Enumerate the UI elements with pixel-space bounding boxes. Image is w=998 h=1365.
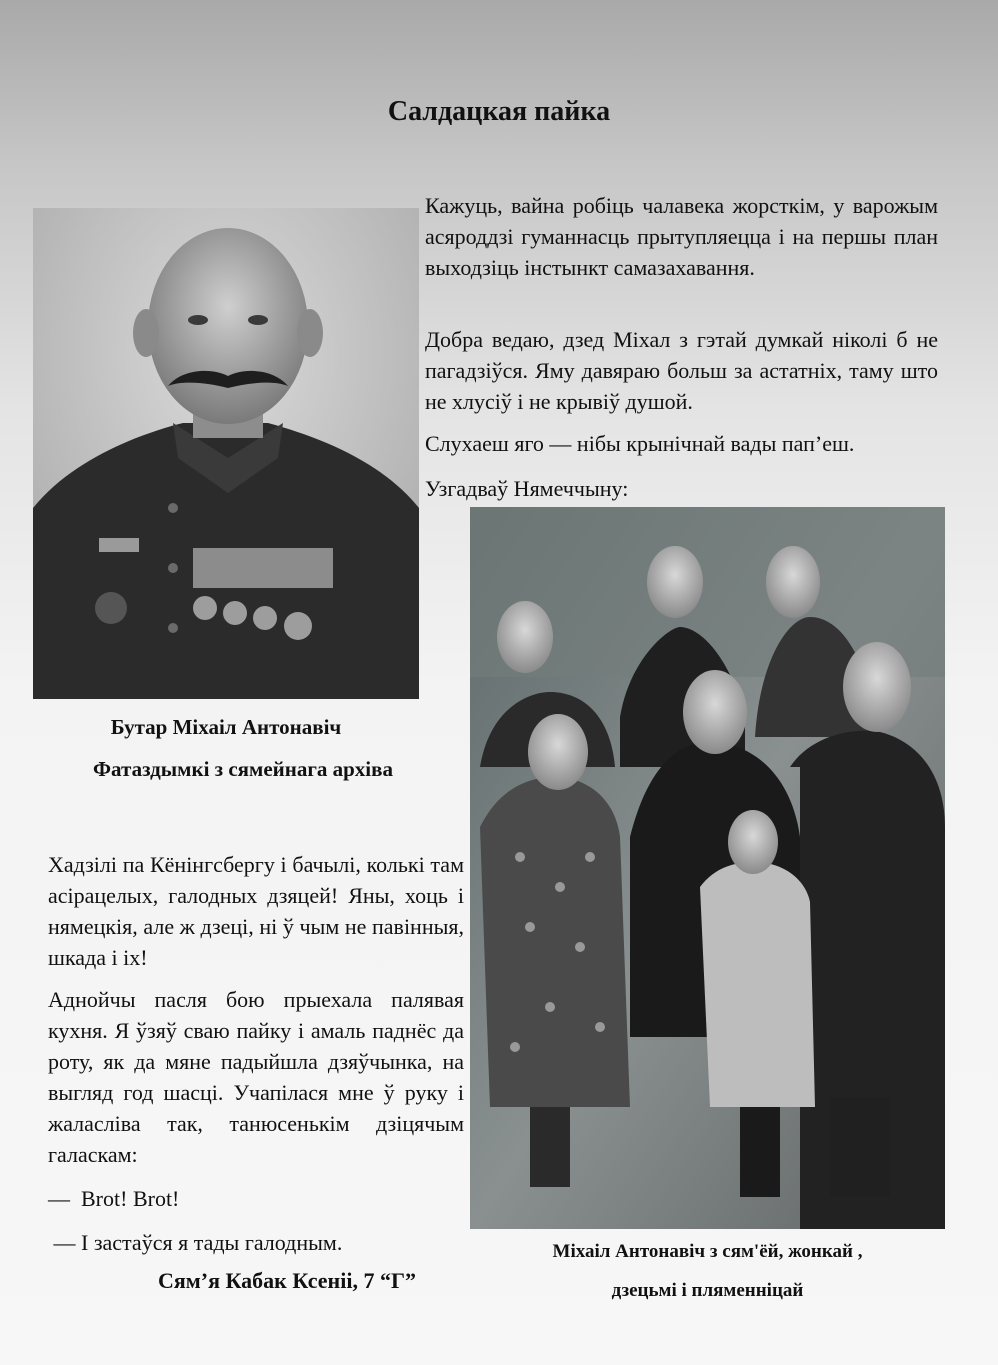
portrait-caption-name: Бутар Міхаіл Антонавіч <box>110 715 342 739</box>
portrait-image <box>33 208 419 699</box>
family-caption-line2: дзецьмі і пляменніцай <box>611 1280 804 1301</box>
dialog-brot: — Brot! Brot! <box>48 1186 180 1211</box>
paragraph-koenigsberg: Хадзілі па Кёнінгсбергу і бачылі, колькі там асірацелых, галодных дзяцей! Яны, хоць і нямецкія, але ж дзеці, ні ў чым не павінныя, шкада і іх! <box>48 852 464 970</box>
family-image <box>470 507 945 1229</box>
family-photo <box>470 507 945 1229</box>
signature: Сям’я Кабак Ксеніі, 7 “Г” <box>158 1268 416 1293</box>
page-title: Салдацкая пайка <box>387 96 611 127</box>
paragraph-intro: Кажуць, вайна робіць чалавека жорсткім, у варожым асяроддзі гуманнасць прытупляецца і на першы план выходзіць інстынкт самазахавання. <box>425 193 938 280</box>
paragraph-field-kitchen: Аднойчы пасля бою прыехала палявая кухня. Я ўзяў сваю пайку і амаль паднёс да роту, як да мяне падыйшла дзяўчынка, на выгляд год шасці. Учапілася мне ў руку і жаласліва так, танюсенькім дзіцячым галаскам: <box>48 987 464 1167</box>
paragraph-spring-water: Слухаеш яго — нібы крынічнай вады пап’еш. <box>425 431 855 456</box>
dialog-hungry: — І застаўся я тады галодным. <box>48 1230 343 1255</box>
portrait-caption-source: Фатаздымкі з сямейнага архіва <box>93 757 393 781</box>
paragraph-germany: Узгадваў Нямеччыну: <box>425 476 629 501</box>
portrait-photo <box>33 208 419 699</box>
family-caption-line1: Міхаіл Антонавіч з сям'ёй, жонкай , <box>552 1241 863 1262</box>
paragraph-grandfather: Добра ведаю, дзед Міхал з гэтай думкай ніколі б не пагадзіўся. Яму давяраю больш за астатніх, таму што не хлусіў і не крывіў душой. <box>425 327 938 414</box>
